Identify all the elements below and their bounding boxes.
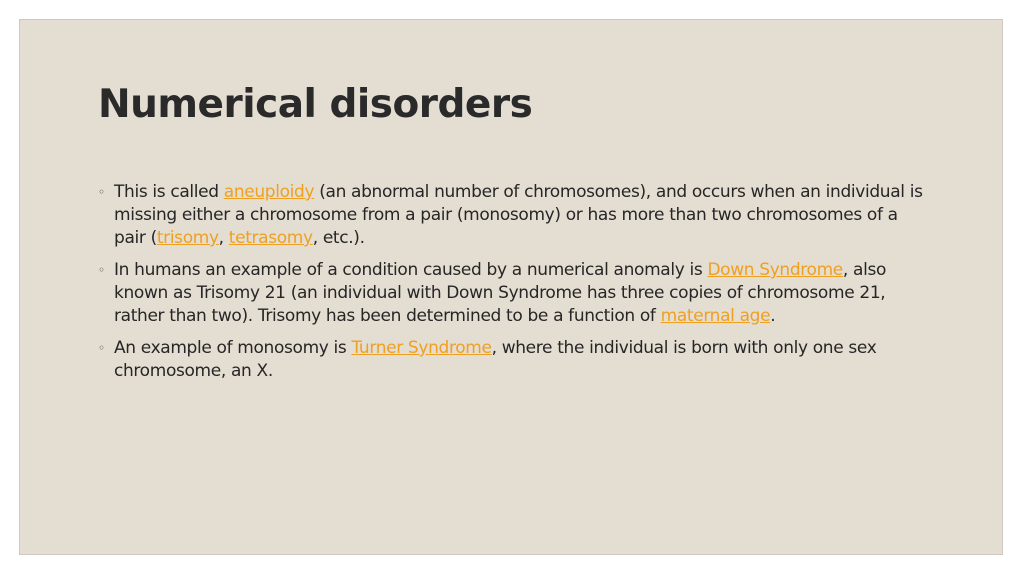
slide-title: Numerical disorders [98, 82, 533, 127]
text-segment: This is called [114, 182, 224, 202]
link-trisomy[interactable]: trisomy [156, 228, 219, 248]
text-segment: , also known as Trisomy 21 (an individual with Down Syndrome has three copies of chromosome 21, rather than two). Trisomy has been determined to be a function of [114, 260, 887, 326]
text-segment: An example of monosomy is [114, 338, 352, 358]
link-maternal-age[interactable]: maternal age [660, 306, 771, 326]
hollow-circle-icon: ◦ [98, 341, 105, 355]
text-segment: (an abnormal number of chromosomes), and occurs when an individual is missing either a chromosome from a pair (monosomy) or has more than two chromosomes of a pair ( [114, 182, 923, 248]
link-tetrasomy[interactable]: tetrasomy [228, 228, 313, 248]
link-aneuploidy[interactable]: aneuploidy [223, 182, 315, 202]
bullet-text [114, 338, 876, 381]
bullet-aneuploidy [98, 181, 924, 250]
bullet-turner-syndrome [98, 337, 924, 383]
text-segment: , etc.). [312, 228, 365, 248]
text-segment: In humans an example of a condition caused by a numerical anomaly is [114, 260, 708, 280]
text-segment: , [218, 228, 229, 248]
bullet-list [98, 181, 924, 392]
text-segment: , where the individual is born with only one sex chromosome, an X. [114, 338, 877, 381]
slide [19, 19, 1003, 555]
text-segment: . [770, 306, 776, 326]
link-turner-syndrome[interactable]: Turner Syndrome [351, 338, 492, 358]
hollow-circle-icon: ◦ [98, 263, 105, 277]
bullet-text [114, 182, 923, 248]
bullet-down-syndrome [98, 259, 924, 328]
bullet-text [114, 260, 886, 326]
link-down-syndrome[interactable]: Down Syndrome [707, 260, 843, 280]
hollow-circle-icon: ◦ [98, 185, 105, 199]
